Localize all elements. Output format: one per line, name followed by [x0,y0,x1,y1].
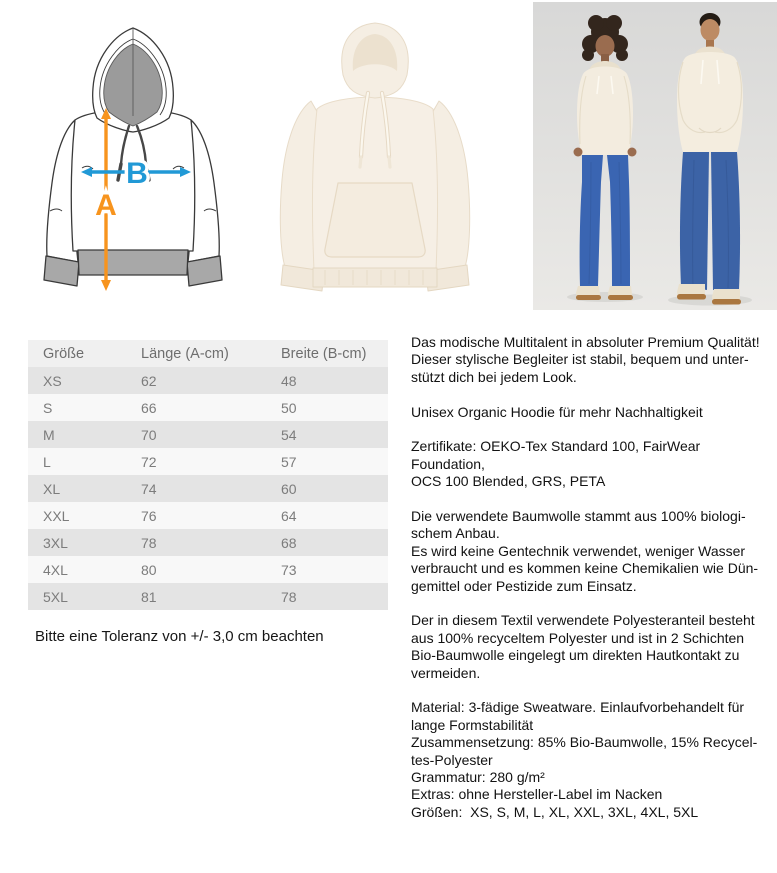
description-paragraph [411,334,773,386]
size-cell: L [43,453,51,470]
text-line: Grammatur: 280 g/m² [411,769,545,786]
text-line: Dieser stylische Begleiter ist stabil, bequem und unter- [411,351,749,368]
text-line: Es wird keine Gentechnik verwendet, weniger Wasser [411,542,746,559]
models-photo [533,2,777,310]
description-paragraph [411,508,773,595]
product-description [411,334,773,839]
text-line: Das modische Multitalent in absoluter Premium Qualität! [411,334,760,350]
width-cell: 48 [281,372,297,389]
text-line: Material: 3-fädige Sweatware. Einlaufvorbehandelt für [411,699,745,716]
size-cell: 3XL [43,534,68,551]
text-line: vermeiden. [411,664,481,681]
size-cell: 5XL [43,588,68,605]
width-cell: 54 [281,426,297,443]
length-cell: 62 [141,372,157,389]
text-line: verbraucht und es kommen keine Chemikalien wie Dün- [411,560,759,577]
text-line: Unisex Organic Hoodie für mehr Nachhaltigkeit [411,403,703,420]
text-line: Zertifikate: OEKO-Tex Standard 100, FairWear Foundation, [411,438,705,472]
width-cell: 68 [281,534,297,551]
size-cell: XS [43,372,62,389]
length-cell: 81 [141,588,157,605]
hoodie-product-image [280,23,469,291]
width-cell: 57 [281,453,297,470]
text-line: Extras: ohne Hersteller-Label im Nacken [411,786,663,803]
size-cell: XXL [43,507,70,524]
size-cell: M [43,426,55,443]
text-line: lange Formstabilität [411,716,534,733]
length-cell: 72 [141,453,157,470]
column-header-length: Länge (A-cm) [126,340,266,367]
table-row [28,421,388,448]
text-line: OCS 100 Blended, GRS, PETA [411,473,606,490]
width-cell: 50 [281,399,297,416]
text-line: gemittel oder Pestizide zum Einsatz. [411,577,637,594]
length-cell: 76 [141,507,157,524]
description-paragraph [411,699,773,821]
table-row [28,529,388,556]
table-row [28,502,388,529]
length-cell: 74 [141,480,157,497]
length-cell: 80 [141,561,157,578]
width-cell: 73 [281,561,297,578]
width-cell: 60 [281,480,297,497]
text-line: stützt dich bei jedem Look. [411,368,577,385]
table-row [28,448,388,475]
description-paragraph [411,612,773,682]
table-row [28,475,388,502]
studio-background [533,2,777,310]
text-line: Zusammensetzung: 85% Bio-Baumwolle, 15% Recycel- [411,734,758,751]
size-cell: S [43,399,53,416]
width-cell: 64 [281,507,297,524]
description-paragraph [411,404,773,421]
text-line: schem Anbau. [411,525,500,542]
description-paragraph [411,438,773,490]
size-cell: 4XL [43,561,68,578]
text-line: aus 100% recyceltem Polyester und ist in 2 Schichten [411,629,745,646]
length-cell: 66 [141,399,157,416]
hoodie-measurement-diagram [30,18,250,300]
table-row [28,556,388,583]
product-photo-hoodie [255,15,505,305]
text-line: Bio-Baumwolle eingelegt um direkten Hautkontakt zu [411,647,740,664]
column-header-size: Größe [28,340,126,367]
size-cell: XL [43,480,61,497]
width-cell: 78 [281,588,297,605]
label-a: A [95,189,117,222]
label-b: B [126,157,148,190]
text-line: Der in diesem Textil verwendete Polyesteranteil besteht [411,612,755,629]
length-cell: 70 [141,426,157,443]
column-header-width: Breite (B-cm) [266,340,388,367]
size-table-header-row [28,340,388,367]
text-line: tes-Polyester [411,751,493,768]
table-row [28,394,388,421]
length-cell: 78 [141,534,157,551]
size-table [28,340,388,610]
table-row [28,583,388,610]
text-line: Größen: XS, S, M, L, XL, XXL, 3XL, 4XL, 5XL [411,803,699,820]
tolerance-note: Bitte eine Toleranz von +/- 3,0 cm beachten [35,628,324,645]
table-row [28,367,388,394]
text-line: Die verwendete Baumwolle stammt aus 100% biologi- [411,508,746,525]
